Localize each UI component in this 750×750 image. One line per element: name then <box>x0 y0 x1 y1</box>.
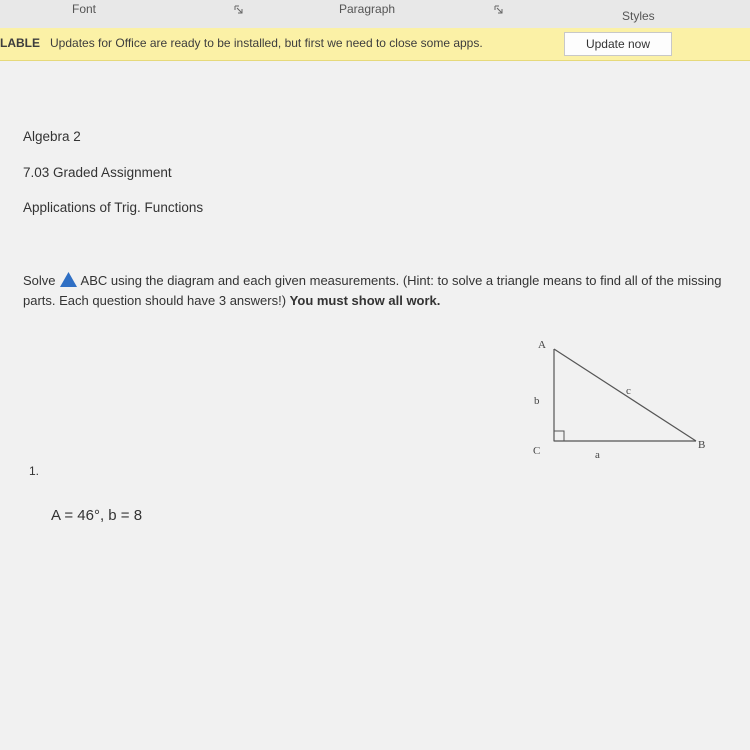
ribbon-groups-bar <box>0 0 750 29</box>
side-a-label: a <box>595 449 600 461</box>
right-angle-marker <box>554 431 564 441</box>
side-b-label: b <box>534 395 540 407</box>
question-given-values: A = 46°, b = 8 <box>51 507 143 524</box>
ribbon-group-styles-label: Styles <box>622 9 655 23</box>
topic-title: Applications of Trig. Functions <box>23 200 204 215</box>
update-message: Updates for Office are ready to be installed, but first we need to close some apps. <box>50 36 483 50</box>
course-title: Algebra 2 <box>23 129 81 144</box>
ribbon-group-font-label: Font <box>72 2 97 16</box>
triangle-icon <box>60 272 77 287</box>
assignment-title: 7.03 Graded Assignment <box>23 165 172 180</box>
vertex-b-label: B <box>698 439 706 451</box>
ribbon-group-paragraph-label: Paragraph <box>339 2 396 16</box>
font-dialog-launcher-icon[interactable] <box>234 5 243 14</box>
instructions-prefix: Solve <box>23 273 56 288</box>
update-status-label: LABLE <box>0 36 40 50</box>
instructions-body: ABC using the diagram and each given measurements. (Hint: to solve a triangle means to find all of the missing parts. Each question should have 3 answers!) <box>23 273 722 308</box>
side-c-line <box>554 349 696 441</box>
instructions-emphasis: You must show all work. <box>289 293 441 308</box>
question-number: 1. <box>29 464 40 478</box>
vertex-c-label: C <box>533 445 541 457</box>
update-now-button[interactable]: Update now <box>564 32 672 56</box>
vertex-a-label: A <box>538 339 546 351</box>
side-c-label: c <box>626 385 631 397</box>
triangle-figure <box>520 335 720 465</box>
paragraph-dialog-launcher-icon[interactable] <box>494 5 503 14</box>
instructions-paragraph <box>23 271 733 311</box>
triangle-diagram <box>520 335 720 470</box>
